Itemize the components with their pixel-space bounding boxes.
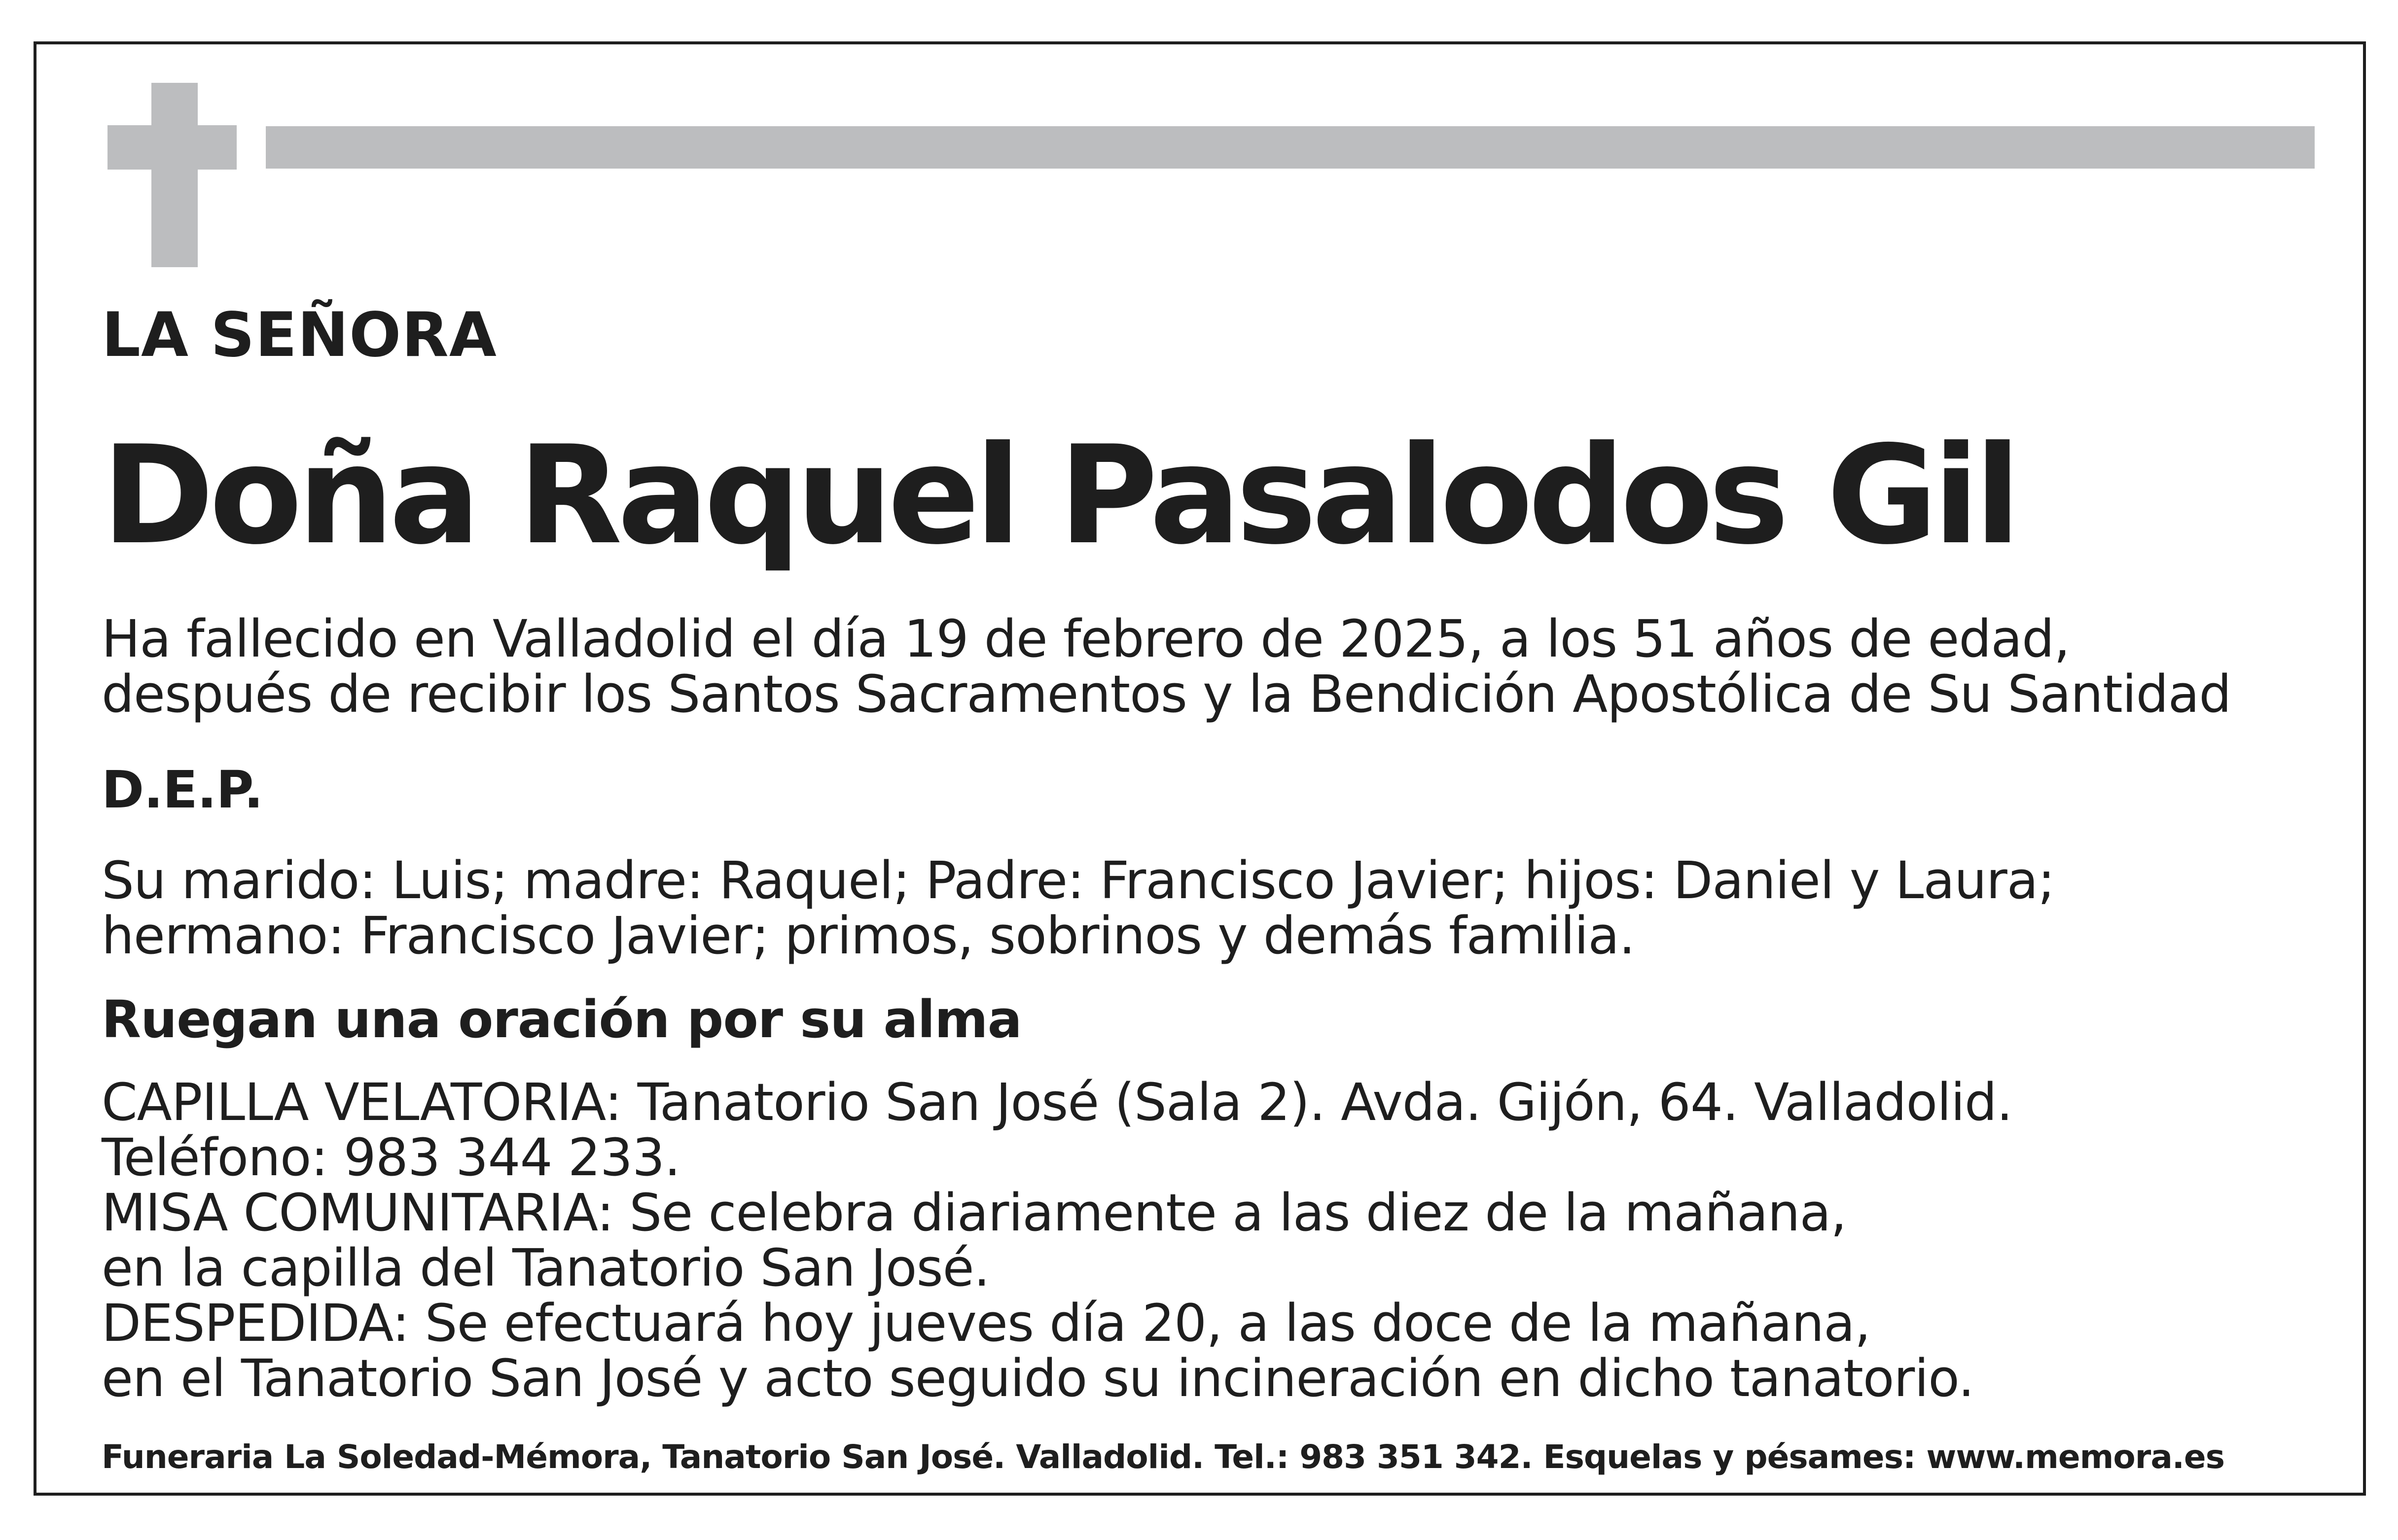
info-line-4: en la capilla del Tanatorio San José.	[102, 1238, 990, 1298]
family-line-2: hermano: Francisco Javier; primos, sobrinos y demás familia.	[102, 906, 1635, 966]
info-line-3: MISA COMUNITARIA: Se celebra diariamente a las diez de la mañana,	[102, 1183, 1847, 1243]
death-line-2: después de recibir los Santos Sacramentos y la Bendición Apostólica de Su Santidad	[102, 664, 2231, 724]
family-line-1: Su marido: Luis; madre: Raquel; Padre: Francisco Javier; hijos: Daniel y Laura;	[102, 850, 2055, 910]
header-divider-bar	[266, 126, 2315, 169]
notice-heading: LA SEÑORA	[102, 300, 497, 371]
funeral-home-footer: Funeraria La Soledad-Mémora, Tanatorio San José. Valladolid. Tel.: 983 351 342. Esquelas y pésames: www.memora.es	[102, 1438, 2224, 1476]
cross-horizontal-bar	[107, 125, 237, 170]
deceased-name: Doña Raquel Pasalodos Gil	[102, 417, 2016, 574]
info-line-1: CAPILLA VELATORIA: Tanatorio San José (Sala 2). Avda. Gijón, 64. Valladolid.	[102, 1072, 2012, 1132]
prayer-request: Ruegan una oración por su alma	[102, 989, 1022, 1050]
dep-label: D.E.P.	[102, 760, 263, 820]
death-line-1: Ha fallecido en Valladolid el día 19 de febrero de 2025, a los 51 años de edad,	[102, 609, 2070, 669]
info-line-6: en el Tanatorio San José y acto seguido su incineración en dicho tanatorio.	[102, 1348, 1974, 1408]
info-line-5: DESPEDIDA: Se efectuará hoy jueves día 20, a las doce de la mañana,	[102, 1293, 1870, 1353]
cross-vertical-bar	[151, 83, 198, 267]
info-line-2: Teléfono: 983 344 233.	[102, 1127, 680, 1188]
